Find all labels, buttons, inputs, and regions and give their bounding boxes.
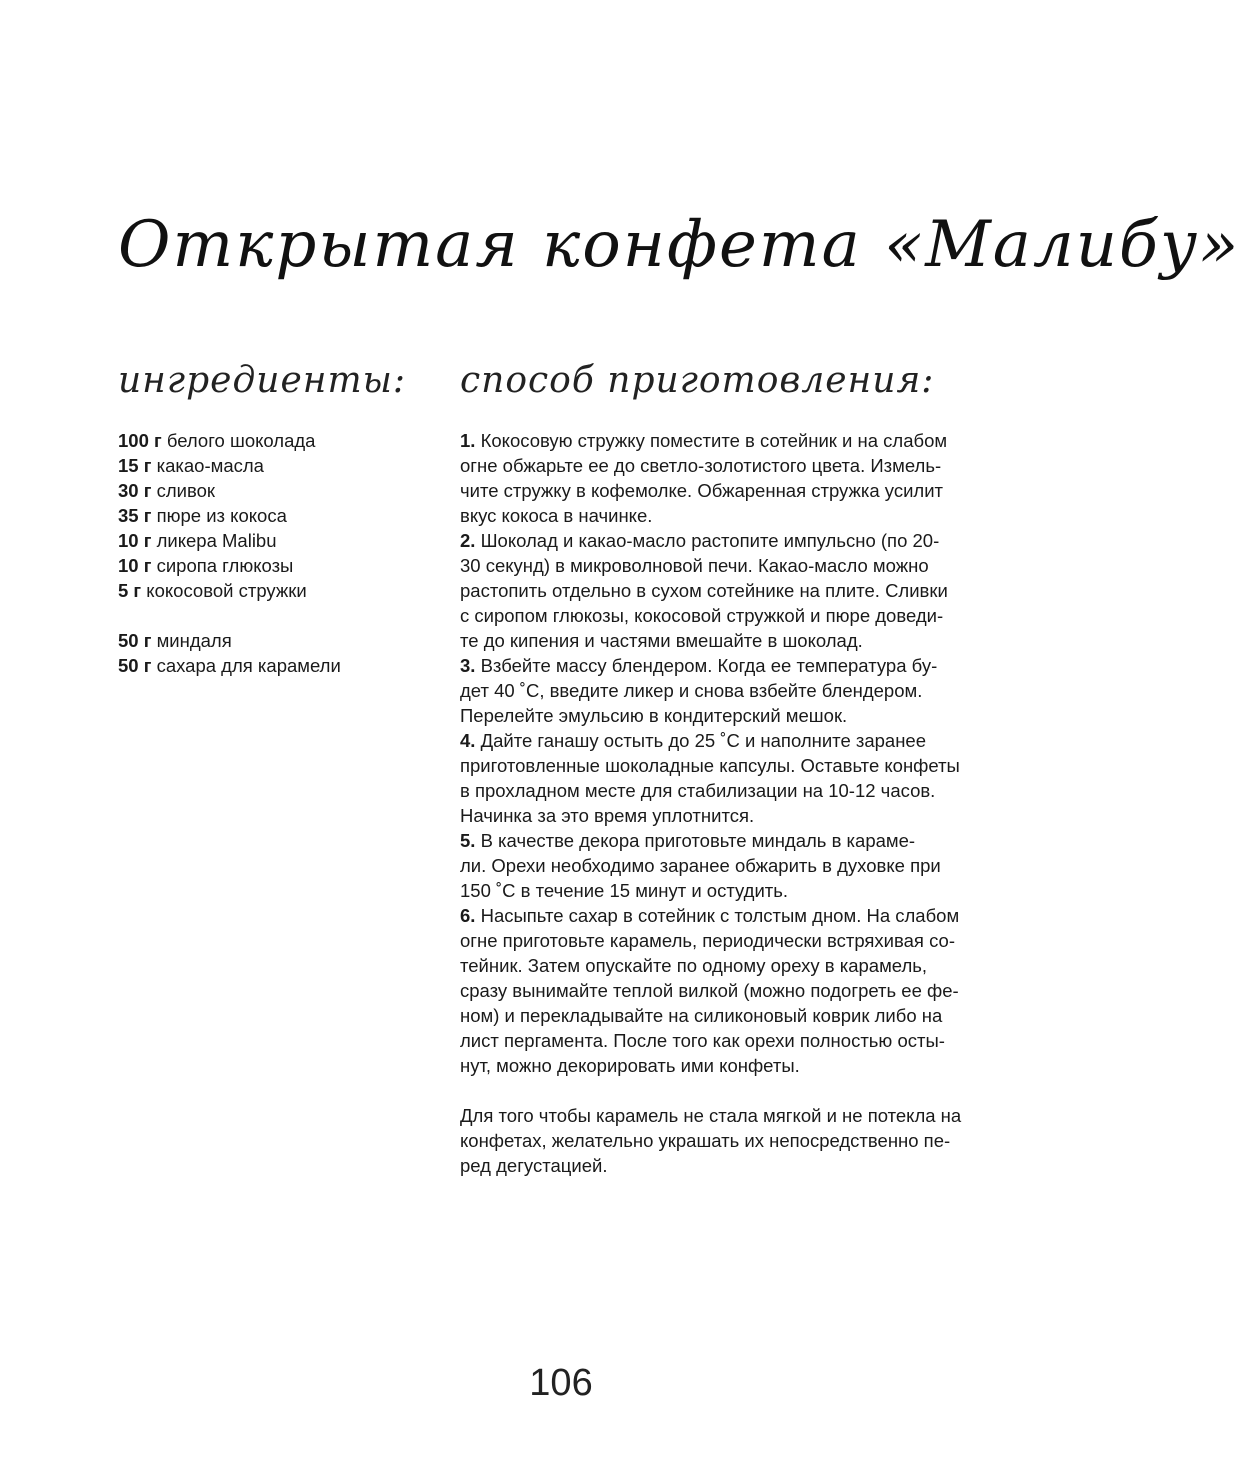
ingredient-item bbox=[118, 553, 438, 578]
ingredient-qty: 5 г bbox=[118, 580, 142, 601]
step-text: Шоколад и какао-масло растопите импульсно (по 20- bbox=[480, 530, 940, 551]
ingredient-qty: 10 г bbox=[118, 555, 152, 576]
step-line: чите стружку в кофемолке. Обжаренная стружка усилит bbox=[460, 480, 944, 501]
step-line: сразу вынимайте теплой вилкой (можно подогреть ее фе- bbox=[460, 980, 959, 1001]
step-line bbox=[460, 903, 1020, 928]
method-heading: способ приготовления: bbox=[460, 360, 935, 401]
step-number: 6. bbox=[460, 905, 476, 926]
paragraph-spacer bbox=[460, 1078, 1020, 1103]
step-line: ли. Орехи необходимо заранее обжарить в духовке при bbox=[460, 855, 941, 876]
step-number: 4. bbox=[460, 730, 476, 751]
step-line bbox=[460, 653, 1020, 678]
step-line: 150 ˚С в течение 15 минут и остудить. bbox=[460, 880, 789, 901]
ingredient-text: миндаля bbox=[156, 630, 232, 651]
step-text: Дайте ганашу остыть до 25 ˚С и наполните заранее bbox=[480, 730, 927, 751]
ingredient-qty: 30 г bbox=[118, 480, 152, 501]
step-line: огне приготовьте карамель, периодически встряхивая со- bbox=[460, 930, 955, 951]
ingredient-item bbox=[118, 478, 438, 503]
step-text: Взбейте массу блендером. Когда ее температура бу- bbox=[480, 655, 938, 676]
ingredient-qty: 10 г bbox=[118, 530, 152, 551]
step-line: 30 секунд) в микроволновой печи. Какао-масло можно bbox=[460, 555, 929, 576]
step-line bbox=[460, 828, 1020, 853]
ingredient-text: какао-масла bbox=[156, 455, 264, 476]
step-line: в прохладном месте для стабилизации на 10-12 часов. bbox=[460, 780, 936, 801]
step-number: 1. bbox=[460, 430, 476, 451]
step-line: с сиропом глюкозы, кокосовой стружкой и пюре доведи- bbox=[460, 605, 944, 626]
ingredient-text: сливок bbox=[156, 480, 215, 501]
step-line: дет 40 ˚С, введите ликер и снова взбейте блендером. bbox=[460, 680, 923, 701]
step-line: Начинка за это время уплотнится. bbox=[460, 805, 755, 826]
note-line: ред дегустацией. bbox=[460, 1155, 608, 1176]
ingredient-text: сахара для карамели bbox=[156, 655, 341, 676]
ingredient-text: белого шоколада bbox=[166, 430, 316, 451]
step-line: те до кипения и частями вмешайте в шоколад. bbox=[460, 630, 863, 651]
step-line: нут, можно декорировать ими конфеты. bbox=[460, 1055, 800, 1076]
ingredient-text: сиропа глюкозы bbox=[156, 555, 294, 576]
ingredient-item bbox=[118, 503, 438, 528]
step-text: В качестве декора приготовьте миндаль в караме- bbox=[480, 830, 916, 851]
step-number: 5. bbox=[460, 830, 476, 851]
step-line: вкус кокоса в начинке. bbox=[460, 505, 653, 526]
ingredients-heading: ингредиенты: bbox=[118, 360, 407, 401]
ingredients-list bbox=[118, 428, 438, 678]
ingredient-item bbox=[118, 428, 438, 453]
ingredient-qty: 50 г bbox=[118, 630, 152, 651]
step-line bbox=[460, 728, 1020, 753]
step-line: растопить отдельно в сухом сотейнике на плите. Сливки bbox=[460, 580, 948, 601]
step-line: лист пергамента. После того как орехи полностью осты- bbox=[460, 1030, 945, 1051]
note-line: Для того чтобы карамель не стала мягкой и не потекла на bbox=[460, 1105, 962, 1126]
step-line: тейник. Затем опускайте по одному ореху в карамель, bbox=[460, 955, 928, 976]
ingredient-text: кокосовой стружки bbox=[146, 580, 307, 601]
ingredient-item bbox=[118, 628, 438, 653]
recipe-title: Открытая конфета «Малибу» bbox=[118, 208, 1240, 282]
step-line: огне обжарьте ее до светло-золотистого цвета. Измель- bbox=[460, 455, 942, 476]
ingredient-item bbox=[118, 653, 438, 678]
step-number: 3. bbox=[460, 655, 476, 676]
ingredient-qty: 100 г bbox=[118, 430, 162, 451]
ingredient-text: ликера Malibu bbox=[156, 530, 277, 551]
step-line: Перелейте эмульсию в кондитерский мешок. bbox=[460, 705, 848, 726]
ingredient-text: пюре из кокоса bbox=[156, 505, 287, 526]
ingredient-item bbox=[118, 453, 438, 478]
step-text: Кокосовую стружку поместите в сотейник и на слабом bbox=[480, 430, 948, 451]
ingredient-qty: 50 г bbox=[118, 655, 152, 676]
page-number: 106 bbox=[529, 1362, 593, 1404]
method-text bbox=[460, 428, 1020, 1178]
step-number: 2. bbox=[460, 530, 476, 551]
step-line: ном) и перекладывайте на силиконовый коврик либо на bbox=[460, 1005, 943, 1026]
step-line: приготовленные шоколадные капсулы. Оставьте конфеты bbox=[460, 755, 960, 776]
ingredient-qty: 15 г bbox=[118, 455, 152, 476]
ingredient-item bbox=[118, 578, 438, 603]
step-line bbox=[460, 528, 1020, 553]
ingredient-qty: 35 г bbox=[118, 505, 152, 526]
note-line: конфетах, желательно украшать их непосредственно пе- bbox=[460, 1130, 951, 1151]
step-line bbox=[460, 428, 1020, 453]
step-text: Насыпьте сахар в сотейник с толстым дном. На слабом bbox=[480, 905, 960, 926]
list-spacer bbox=[118, 603, 438, 628]
ingredient-item bbox=[118, 528, 438, 553]
